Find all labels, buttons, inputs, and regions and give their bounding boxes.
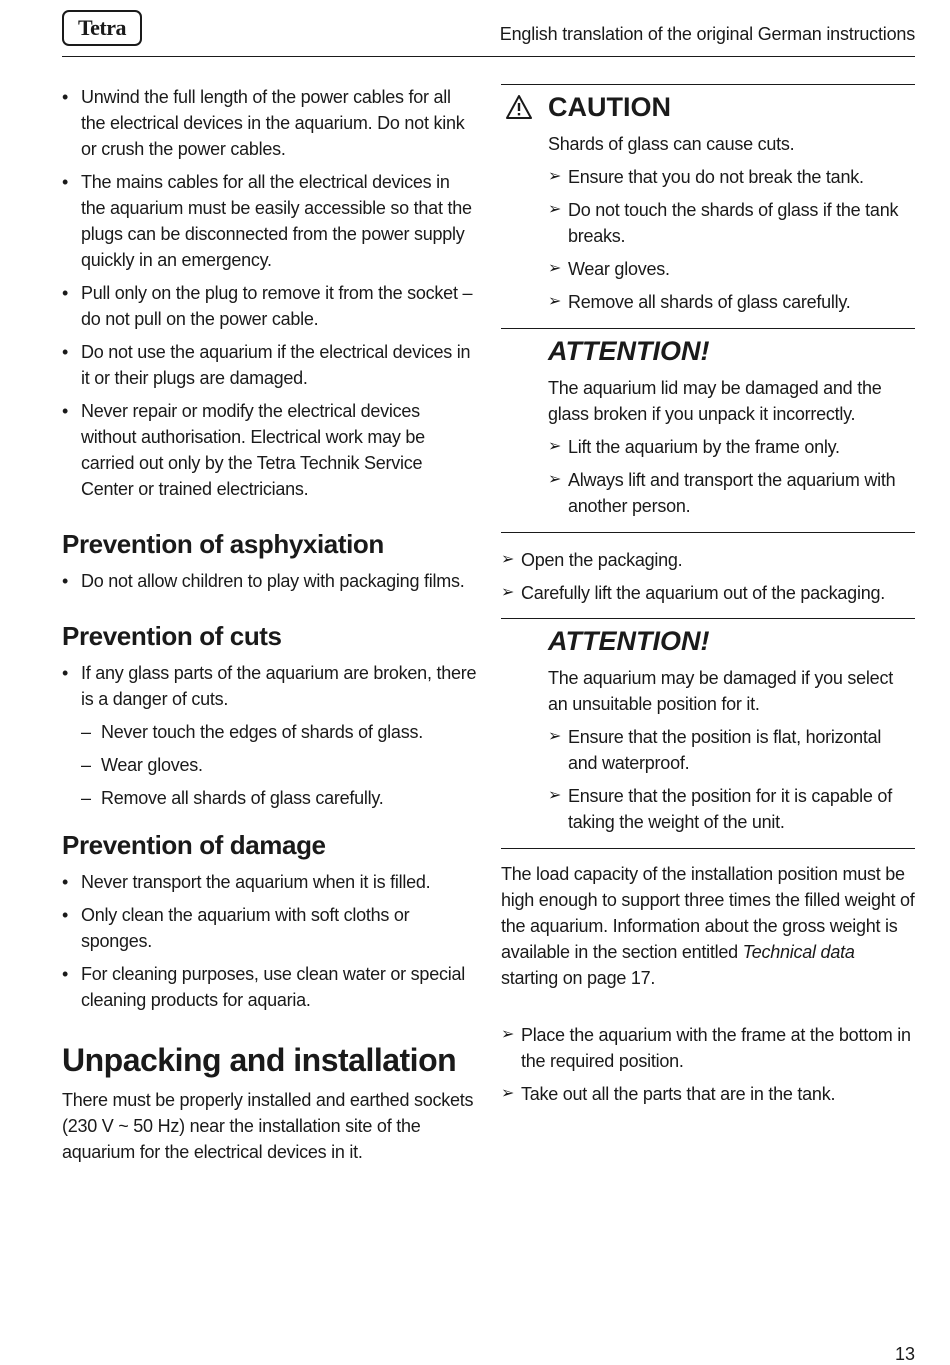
cuts-list — [62, 660, 477, 811]
attention-steps — [548, 724, 915, 835]
unpacking-text: There must be properly installed and earthed sockets (230 V ~ 50 Hz) near the installation site of the aquarium for the electrical devices in it. — [62, 1090, 474, 1162]
attention-text: The aquarium lid may be damaged and the glass broken if you unpack it incorrectly. — [548, 378, 882, 424]
header-note: English translation of the original German instructions — [499, 24, 915, 44]
step-item: ➢ Ensure that the position is flat, horizontal and waterproof. — [548, 724, 915, 776]
attention-title: ATTENTION! — [548, 626, 710, 656]
warning-triangle-icon — [505, 94, 533, 120]
list-item: • Do not allow children to play with packaging films. — [62, 568, 477, 594]
asphyxiation-heading: Prevention of asphyxiation — [62, 529, 384, 559]
cuts-heading: Prevention of cuts — [62, 621, 282, 651]
list-item — [62, 660, 477, 811]
cuts-dash-list — [62, 719, 477, 811]
step-item: ➢ Always lift and transport the aquarium with another person. — [548, 467, 915, 519]
step-item: ➢ Lift the aquarium by the frame only. — [548, 434, 915, 460]
attention-steps — [548, 434, 915, 519]
list-item: • Do not use the aquarium if the electrical devices in it or their plugs are damaged. — [62, 339, 477, 391]
load-text-before: The load capacity of the installation position must be high enough to support three times the filled weight of the aquarium. Information about the gross weight is available in the section entitled — [501, 864, 915, 962]
step-item: ➢ Do not touch the shards of glass if the tank breaks. — [548, 197, 915, 249]
page-header — [62, 8, 915, 57]
damage-list — [62, 869, 477, 1013]
caution-title: CAUTION — [548, 92, 671, 122]
step-item: ➢ Take out all the parts that are in the tank. — [501, 1081, 915, 1107]
tetra-logo: Tetra — [62, 10, 142, 46]
step-item: ➢ Ensure that the position for it is capable of taking the weight of the unit. — [548, 783, 915, 835]
asphyxiation-list — [62, 568, 477, 594]
dash-item: – Remove all shards of glass carefully. — [62, 785, 477, 811]
left-column — [62, 84, 477, 1172]
list-item: • For cleaning purposes, use clean water or special cleaning products for aquaria. — [62, 961, 477, 1013]
electrical-safety-list — [62, 84, 477, 502]
placement-steps — [501, 1022, 915, 1107]
list-item: • Pull only on the plug to remove it from the socket – do not pull on the power cable. — [62, 280, 477, 332]
list-item: • Only clean the aquarium with soft cloths or sponges. — [62, 902, 477, 954]
caution-box — [501, 84, 915, 329]
dash-item: – Wear gloves. — [62, 752, 477, 778]
attention-text: The aquarium may be damaged if you select an unsuitable position for it. — [548, 668, 893, 714]
step-item: ➢ Wear gloves. — [548, 256, 915, 282]
list-item: • Unwind the full length of the power cables for all the electrical devices in the aquarium. Do not kink or crush the power cables. — [62, 84, 477, 162]
list-item: • The mains cables for all the electrical devices in the aquarium must be easily accessible so that the plugs can be disconnected from the power supply quickly in an emergency. — [62, 169, 477, 273]
unpacking-steps — [501, 547, 915, 606]
attention-box-unpacking — [501, 329, 915, 533]
dash-item: – Never touch the edges of shards of glass. — [62, 719, 477, 745]
attention-title: ATTENTION! — [548, 336, 710, 366]
cuts-bullet-text: If any glass parts of the aquarium are broken, there is a danger of cuts. — [81, 663, 477, 709]
technical-data-reference: Technical data — [742, 942, 855, 962]
caution-text: Shards of glass can cause cuts. — [548, 134, 795, 154]
unpacking-heading: Unpacking and installation — [62, 1042, 457, 1078]
attention-box-position — [501, 618, 915, 849]
step-item: ➢ Ensure that you do not break the tank. — [548, 164, 915, 190]
step-item: ➢ Carefully lift the aquarium out of the packaging. — [501, 580, 915, 606]
list-item: • Never repair or modify the electrical devices without authorisation. Electrical work may be carried out only by the Tetra Technik Service Center or trained electricians. — [62, 398, 477, 502]
step-item: ➢ Open the packaging. — [501, 547, 915, 573]
step-item: ➢ Remove all shards of glass carefully. — [548, 289, 915, 315]
list-item: • Never transport the aquarium when it is filled. — [62, 869, 477, 895]
caution-steps — [548, 164, 915, 315]
load-text-after: starting on page 17. — [501, 968, 656, 988]
page-number: 13 — [894, 1344, 915, 1364]
load-capacity-text — [501, 861, 915, 991]
damage-heading: Prevention of damage — [62, 830, 326, 860]
step-item: ➢ Place the aquarium with the frame at the bottom in the required position. — [501, 1022, 915, 1074]
right-column — [501, 84, 915, 1114]
